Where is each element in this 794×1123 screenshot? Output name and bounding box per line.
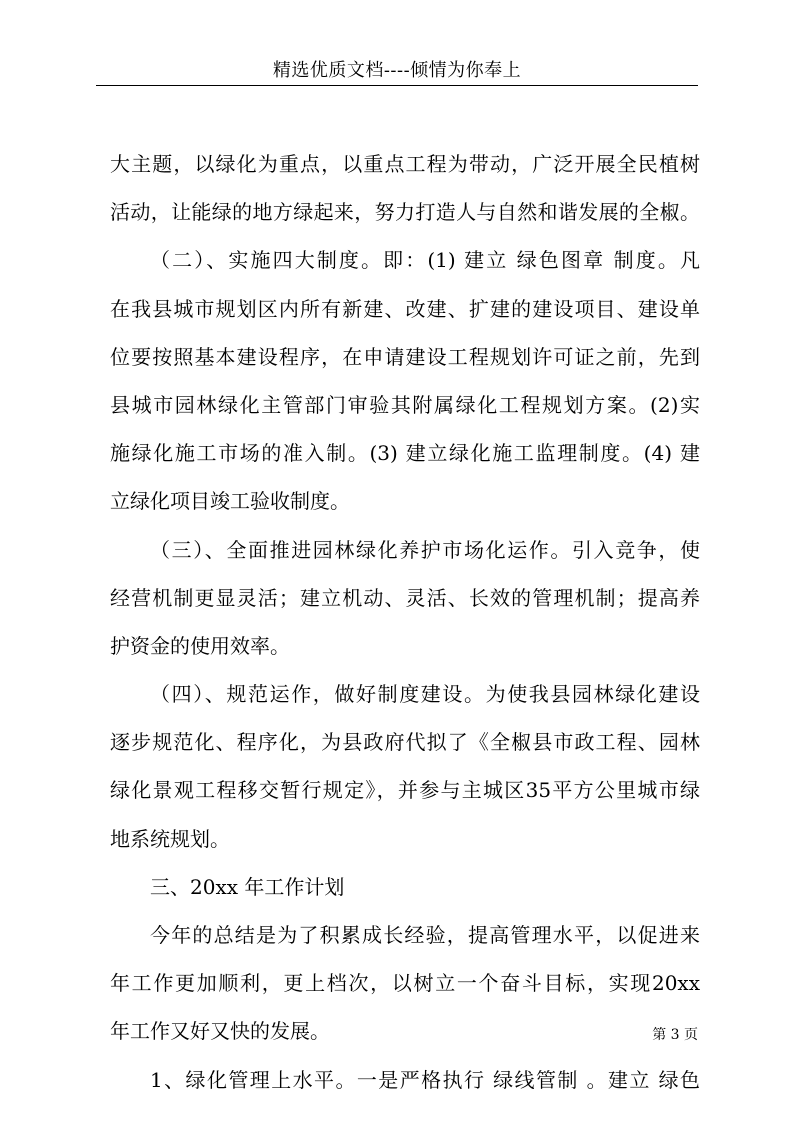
body-line: 县城市园林绿化主管部门审验其附属绿化工程规划方案。(2)实 xyxy=(110,392,700,417)
body-line: 位要按照基本建设程序，在申请建设工程规划许可证之前，先到 xyxy=(110,344,700,369)
body-line: （三）、全面推进园林绿化养护市场化运作。引入竞争，使 xyxy=(150,537,700,562)
body-line: 经营机制更显灵活；建立机动、灵活、长效的管理机制；提高养 xyxy=(110,585,700,610)
body-line: 护资金的使用效率。 xyxy=(110,633,290,658)
body-line: 立绿化项目竣工验收制度。 xyxy=(110,489,350,514)
body-line: 年工作更加顺利，更上档次，以树立一个奋斗目标，实现20xx xyxy=(110,971,700,996)
header-divider xyxy=(96,85,698,86)
body-line: 在我县城市规划区内所有新建、改建、扩建的建设项目、建设单 xyxy=(110,296,700,321)
body-line: （四）、规范运作，做好制度建设。为使我县园林绿化建设 xyxy=(150,682,700,707)
body-line: 1、绿化管理上水平。一是严格执行 绿线管制 。建立 绿色 xyxy=(150,1067,700,1092)
page-header-title: 精选优质文档----倾情为你奉上 xyxy=(272,60,522,81)
document-body xyxy=(110,140,700,1104)
section-heading: 三、20xx 年工作计划 xyxy=(150,874,345,899)
body-line: 地系统规划。 xyxy=(110,826,230,851)
body-line: 绿化景观工程移交暂行规定》，并参与主城区35平方公里城市绿 xyxy=(110,778,700,803)
page-number: 第 3 页 xyxy=(652,1027,698,1043)
body-line: 逐步规范化、程序化，为县政府代拟了《全椒县市政工程、园林 xyxy=(110,730,700,755)
body-line: 施绿化施工市场的准入制。(3) 建立绿化施工监理制度。(4) 建 xyxy=(110,441,700,466)
body-line: 大主题，以绿化为重点，以重点工程为带动，广泛开展全民植树 xyxy=(110,152,700,176)
body-line: 活动，让能绿的地方绿起来，努力打造人与自然和谐发展的全椒。 xyxy=(110,200,700,225)
body-line: 今年的总结是为了积累成长经验，提高管理水平，以促进来 xyxy=(150,923,700,947)
body-line: （二）、实施四大制度。即：(1) 建立 绿色图章 制度。凡 xyxy=(150,248,700,273)
body-line: 年工作又好又快的发展。 xyxy=(110,1019,330,1044)
